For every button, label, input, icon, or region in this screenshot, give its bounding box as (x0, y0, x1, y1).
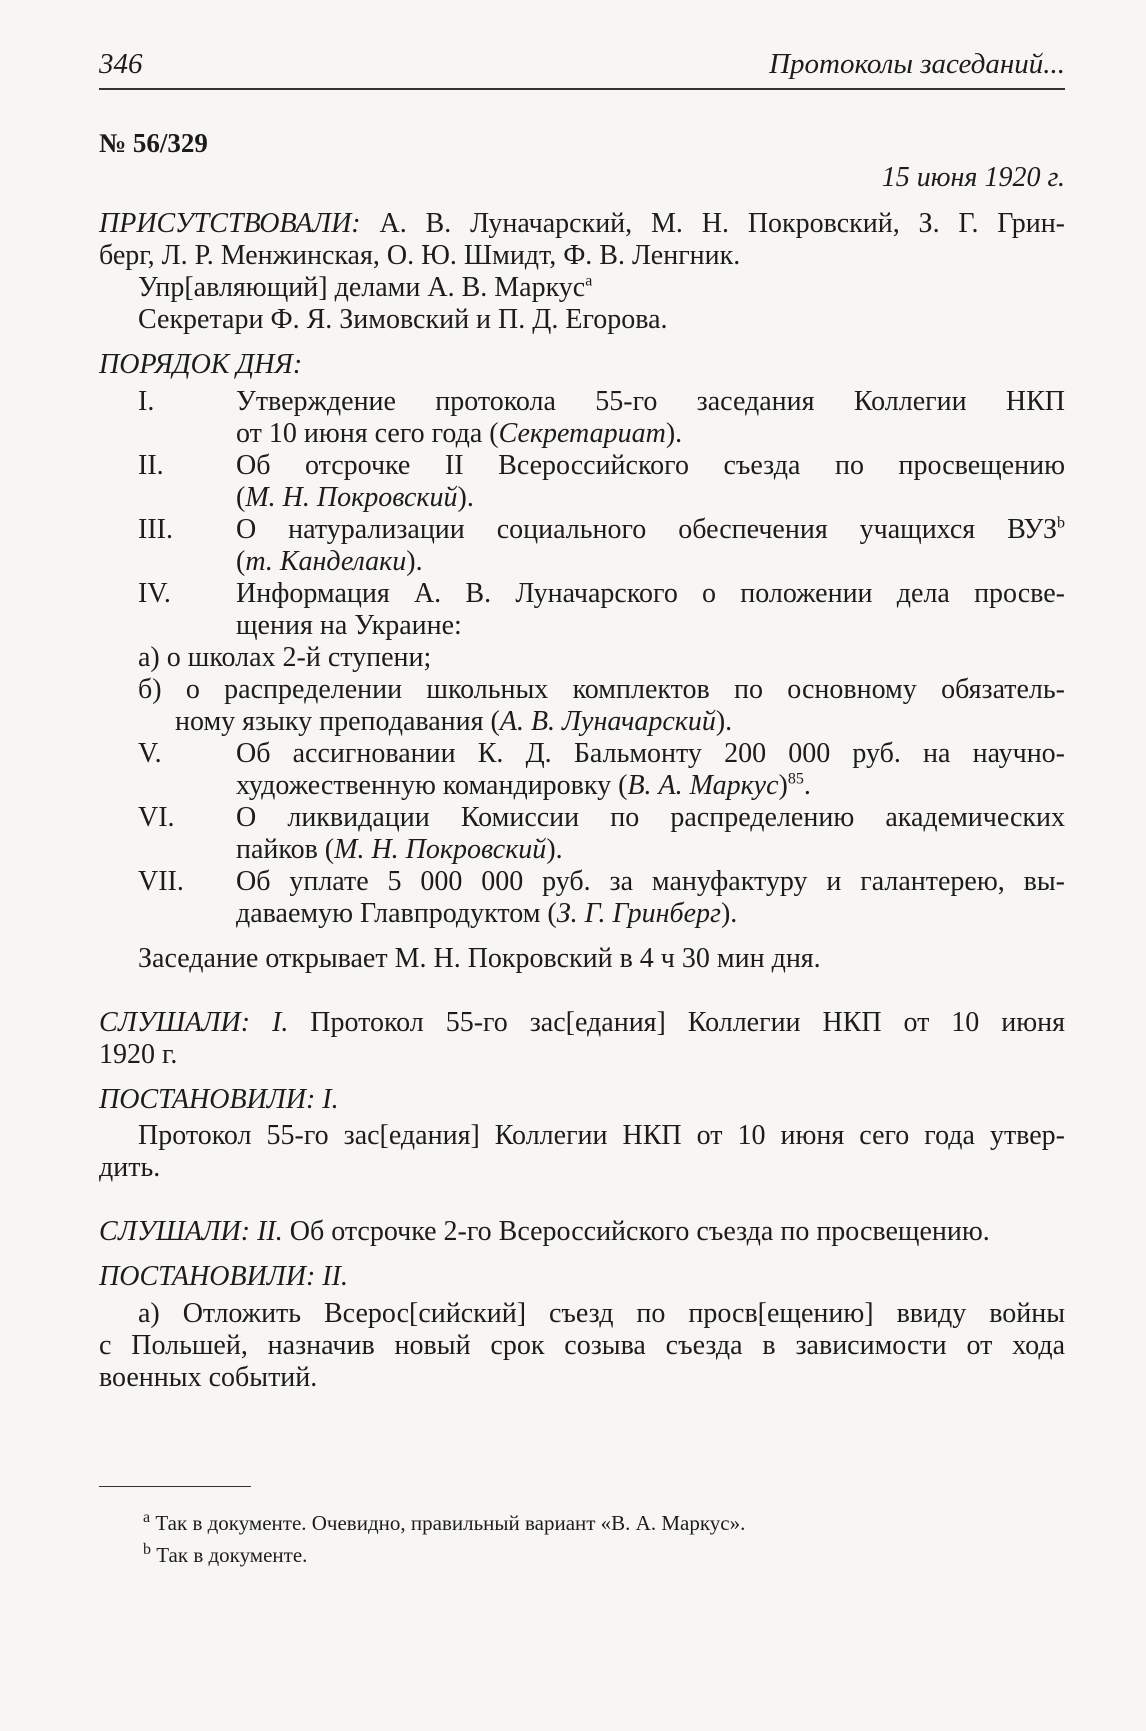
agenda-item-iv-a: а) о школах 2-й ступени; (138, 642, 432, 673)
agenda-num-iv: IV. (138, 578, 171, 609)
agenda-num-iii: III. (138, 514, 173, 545)
page-number: 346 (99, 48, 143, 80)
attendees-label: ПРИСУТСТВОВАЛИ: (99, 208, 361, 239)
running-title: Протоколы заседаний... (769, 48, 1065, 80)
decided-ii-line-2: с Польшей, назначив новый срок созыва съезда в зависимости от хода (99, 1330, 1065, 1361)
agenda-num-vii: VII. (138, 866, 184, 897)
footnote-separator (99, 1486, 251, 1487)
page-header (99, 48, 1065, 90)
decided-i-line-2: дить. (99, 1152, 161, 1183)
agenda-item-iii-line-2: (т. Канделаки). (236, 546, 423, 577)
agenda-item-vi-line-2: пайков (М. Н. Покровский). (236, 834, 563, 865)
document-number: № 56/329 (99, 128, 208, 158)
agenda-num-vi: VI. (138, 802, 175, 833)
footnote-ref-b: b (1057, 514, 1065, 532)
agenda-item-i-line-2: от 10 июня сего года (Секретариат). (236, 418, 683, 449)
agenda-item-vi-line-1: О ликвидации Комиссии по распределению академических (236, 802, 1065, 833)
agenda-item-vii-line-2: даваемую Главпродуктом (З. Г. Гринберг). (236, 898, 738, 929)
decided-ii-line-1: а) Отложить Всерос[сийский] съезд по просв[ещению] ввиду войны (138, 1298, 1065, 1329)
agenda-label: ПОРЯДОК ДНЯ: (99, 349, 303, 380)
agenda-item-v-line-2: художественную командировку (В. А. Маркус)$^{85}$. (236, 770, 811, 801)
attendees-line-1: ПРИСУТСТВОВАЛИ: А. В. Луначарский, М. Н. Покровский, З. Г. Грин- (99, 208, 1066, 239)
document-date: 15 июня 1920 г. (881, 162, 1065, 193)
secretaries-line: Секретари Ф. Я. Зимовский и П. Д. Егорова. (138, 304, 668, 335)
manager-line: Упр[авляющий] делами А. В. Маркус$^а$ (138, 272, 593, 303)
agenda-item-v-line-1: Об ассигновании К. Д. Бальмонту 200 000 руб. на научно- (236, 738, 1065, 769)
agenda-item-vii-line-1: Об уплате 5 000 000 руб. за мануфактуру и галантерею, вы- (236, 866, 1065, 897)
decided-i-label: ПОСТАНОВИЛИ: I. (99, 1084, 339, 1115)
heard-ii-label: СЛУШАЛИ: II. (99, 1216, 283, 1247)
attendees-line-2: берг, Л. Р. Менжинская, О. Ю. Шмидт, Ф. В. Ленгник. (99, 240, 741, 271)
footnote-a: $^а$ Так в документе. Очевидно, правильный вариант «В. А. Маркус». (143, 1509, 746, 1535)
agenda-num-v: V. (138, 738, 162, 769)
agenda-num-i: I. (138, 386, 155, 417)
decided-i-line-1: Протокол 55-го зас[едания] Коллегии НКП от 10 июня сего года утвер- (138, 1120, 1065, 1151)
footnote-ref-a: а (585, 272, 593, 290)
heard-i-line-1: СЛУШАЛИ: I. Протокол 55-го зас[едания] Коллегии НКП от 10 июня (99, 1007, 1066, 1038)
endnote-ref-85: 85 (787, 770, 804, 788)
agenda-item-iii-line-1: О натурализации социального обеспечения учащихся ВУЗ$^b$ (236, 514, 1065, 545)
agenda-item-iv-line-1: Информация А. В. Луначарского о положении дела просве- (236, 578, 1065, 609)
agenda-item-iv-b-line-1: б) о распределении школьных комплектов по основному обязатель- (138, 674, 1065, 705)
heard-ii-line: СЛУШАЛИ: II. Об отсрочке 2-го Всероссийского съезда по просвещению. (99, 1216, 990, 1247)
agenda-item-ii-line-1: Об отсрочке II Всероссийского съезда по просвещению (236, 450, 1065, 481)
heard-i-label: СЛУШАЛИ: I. (99, 1007, 289, 1038)
agenda-item-iv-b-line-2: ному языку преподавания (А. В. Луначарский). (175, 706, 733, 737)
agenda-item-i-line-1: Утверждение протокола 55-го заседания Коллегии НКП (236, 386, 1065, 417)
agenda-item-ii-line-2: (М. Н. Покровский). (236, 482, 474, 513)
agenda-num-ii: II. (138, 450, 164, 481)
decided-ii-line-3: военных событий. (99, 1362, 318, 1393)
heard-i-line-2: 1920 г. (99, 1039, 178, 1070)
opening-line: Заседание открывает М. Н. Покровский в 4 ч 30 мин дня. (138, 943, 821, 974)
decided-ii-label: ПОСТАНОВИЛИ: II. (99, 1261, 348, 1292)
footnote-b: $^b$ Так в документе. (143, 1541, 308, 1567)
agenda-item-iv-line-2: щения на Украине: (236, 610, 462, 641)
